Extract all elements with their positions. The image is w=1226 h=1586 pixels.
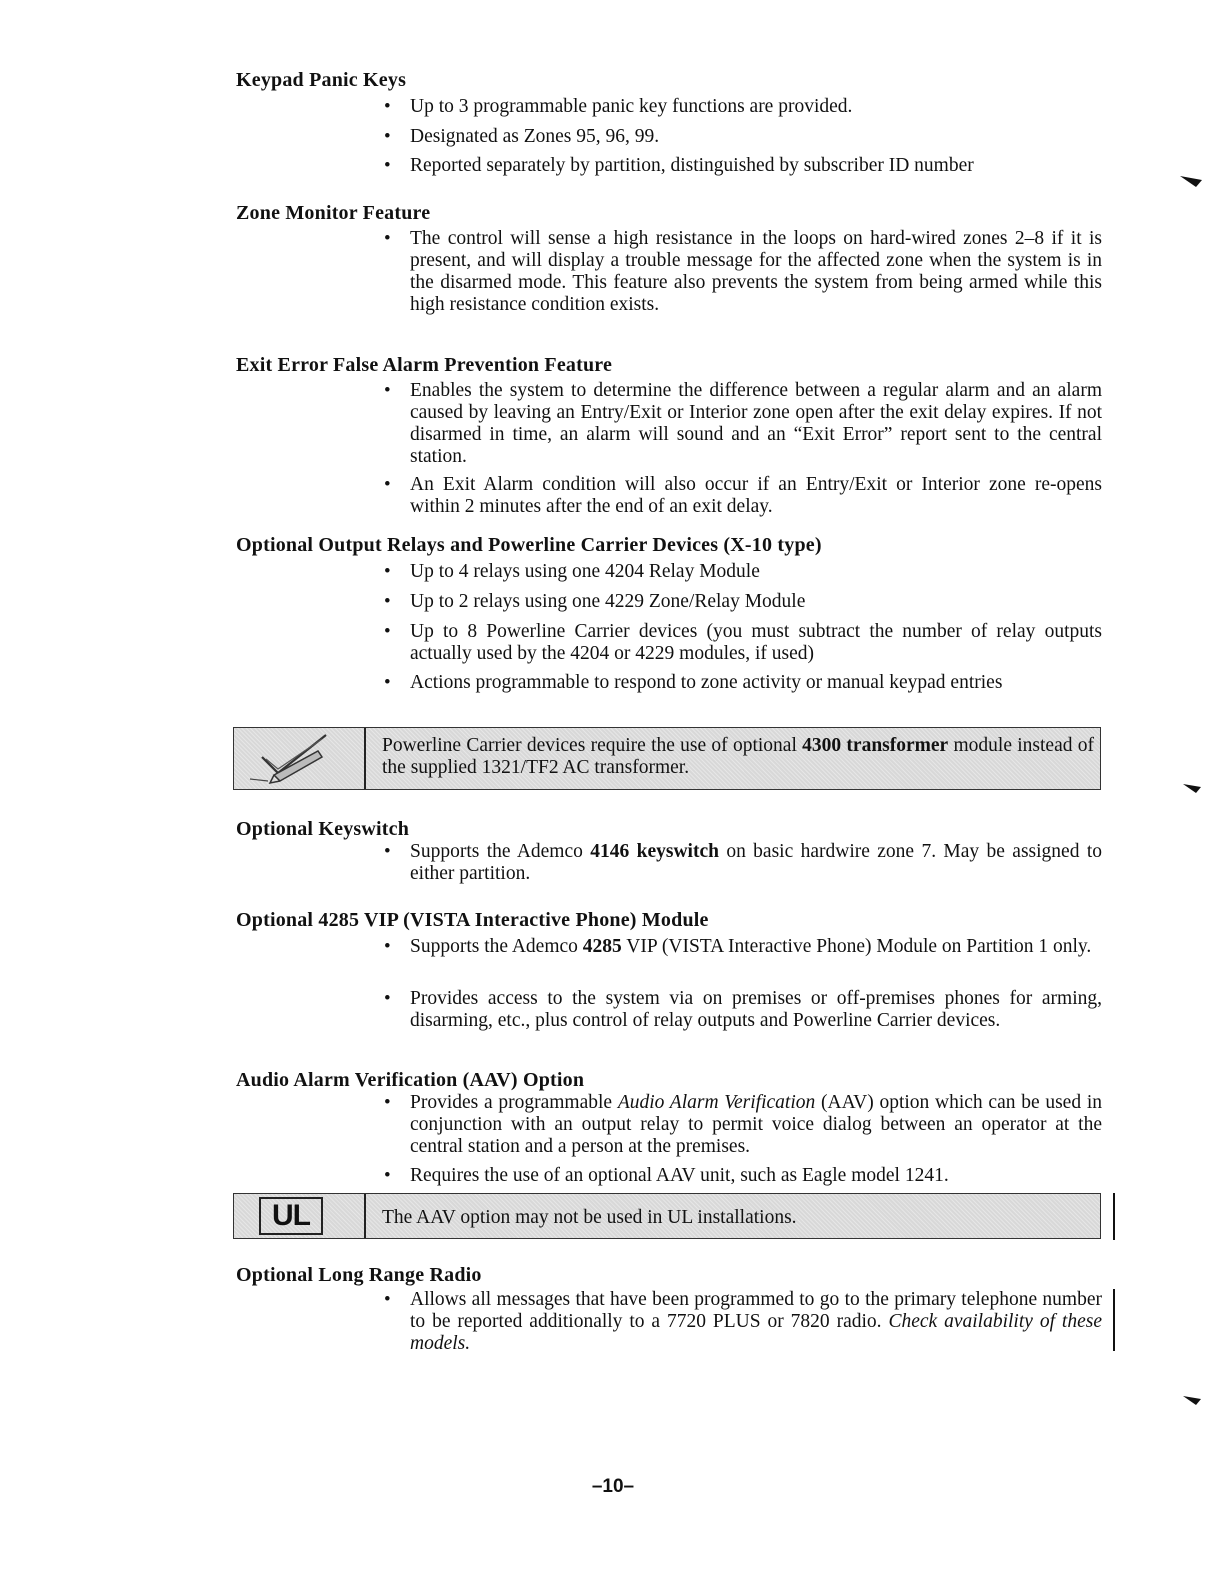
bullet-icon: • — [384, 1289, 391, 1310]
note-box-ul — [233, 1193, 1101, 1239]
section-title-vip-module: Optional 4285 VIP (VISTA Interactive Phone) Module — [236, 909, 709, 931]
list-item: • Enables the system to determine the difference between a regular alarm and an alarm caused by leaving an Entry/Exit or Interior zone open after the exit delay expires. If not disarmed in time, an alarm will sound and an “Exit Error” report sent to the central station. — [384, 380, 1102, 467]
list-item: • An Exit Alarm condition will also occur if an Entry/Exit or Interior zone re-opens within 2 minutes after the end of an exit delay. — [384, 474, 1102, 517]
list-item: • Allows all messages that have been programmed to go to the primary telephone number to be reported additionally to a 7720 PLUS or 7820 radio. Check availability of these models. — [384, 1289, 1102, 1354]
bullet-icon: • — [384, 591, 391, 612]
bullet-icon: • — [384, 126, 391, 147]
note-text: The AAV option may not be used in UL installations. — [382, 1207, 797, 1228]
section-title-zone-monitor: Zone Monitor Feature — [236, 202, 431, 224]
bullet-icon: • — [384, 672, 391, 693]
note-box-powerline — [233, 727, 1101, 790]
list-item: • Up to 3 programmable panic key functions are provided. — [384, 96, 853, 117]
section-title-panic-keys: Keypad Panic Keys — [236, 69, 407, 91]
checkmark-pencil-icon — [244, 729, 354, 787]
bullet-icon: • — [384, 841, 391, 862]
note-text: Powerline Carrier devices require the use of optional 4300 transformer module instead of the supplied 1321/TF2 AC transformer. — [382, 735, 1094, 778]
list-item: • Reported separately by partition, distinguished by subscriber ID number — [384, 155, 974, 176]
list-item: • The control will sense a high resistance in the loops on hard-wired zones 2–8 if it is present, and will display a trouble message for the affected zone when the system is in the disarmed mode. This feature also prevents the system from being armed while this high resistance condition exists. — [384, 228, 1102, 315]
list-item: • Up to 4 relays using one 4204 Relay Module — [384, 561, 760, 582]
list-item: • Up to 8 Powerline Carrier devices (you must subtract the number of relay outputs actually used by the 4204 or 4229 modules, if used) — [384, 621, 1102, 664]
list-item: • Actions programmable to respond to zone activity or manual keypad entries — [384, 672, 1003, 693]
section-title-exit-error: Exit Error False Alarm Prevention Feature — [236, 354, 613, 376]
margin-arrow-icon — [1180, 176, 1202, 188]
list-item: • Supports the Ademco 4146 keyswitch on basic hardwire zone 7. May be assigned to either partition. — [384, 841, 1102, 884]
margin-arrow-icon — [1183, 784, 1201, 794]
note-icon-cell — [234, 1194, 366, 1238]
section-title-long-range-radio: Optional Long Range Radio — [236, 1264, 482, 1286]
bullet-icon: • — [384, 936, 391, 957]
list-item: • Up to 2 relays using one 4229 Zone/Relay Module — [384, 591, 806, 612]
bullet-icon: • — [384, 228, 391, 249]
bullet-icon: • — [384, 1165, 391, 1186]
list-item: • Provides a programmable Audio Alarm Verification (AAV) option which can be used in conjunction with an output relay to permit voice dialog between an operator at the central station and a person at the premises. — [384, 1092, 1102, 1157]
margin-arrow-icon — [1183, 1396, 1201, 1406]
page-number: –10– — [591, 1476, 635, 1497]
list-item: • Provides access to the system via on premises or off-premises phones for arming, disarming, etc., plus control of relay outputs and Powerline Carrier devices. — [384, 988, 1102, 1031]
section-title-aav: Audio Alarm Verification (AAV) Option — [236, 1069, 585, 1091]
section-title-output-relays: Optional Output Relays and Powerline Carrier Devices (X-10 type) — [236, 534, 822, 556]
bullet-icon: • — [384, 621, 391, 642]
change-bar — [1113, 1193, 1115, 1240]
bullet-icon: • — [384, 988, 391, 1009]
bullet-icon: • — [384, 561, 391, 582]
note-icon-cell — [234, 728, 366, 789]
list-item: • Requires the use of an optional AAV unit, such as Eagle model 1241. — [384, 1165, 949, 1186]
change-bar — [1113, 1289, 1115, 1351]
bullet-icon: • — [384, 155, 391, 176]
list-item: • Designated as Zones 95, 96, 99. — [384, 126, 660, 147]
bullet-icon: • — [384, 96, 391, 117]
bullet-icon: • — [384, 380, 391, 401]
list-item: • Supports the Ademco 4285 VIP (VISTA Interactive Phone) Module on Partition 1 only. — [384, 936, 1092, 957]
bullet-icon: • — [384, 1092, 391, 1113]
ul-logo-icon: UL — [259, 1197, 323, 1235]
section-title-keyswitch: Optional Keyswitch — [236, 818, 410, 840]
bullet-icon: • — [384, 474, 391, 495]
